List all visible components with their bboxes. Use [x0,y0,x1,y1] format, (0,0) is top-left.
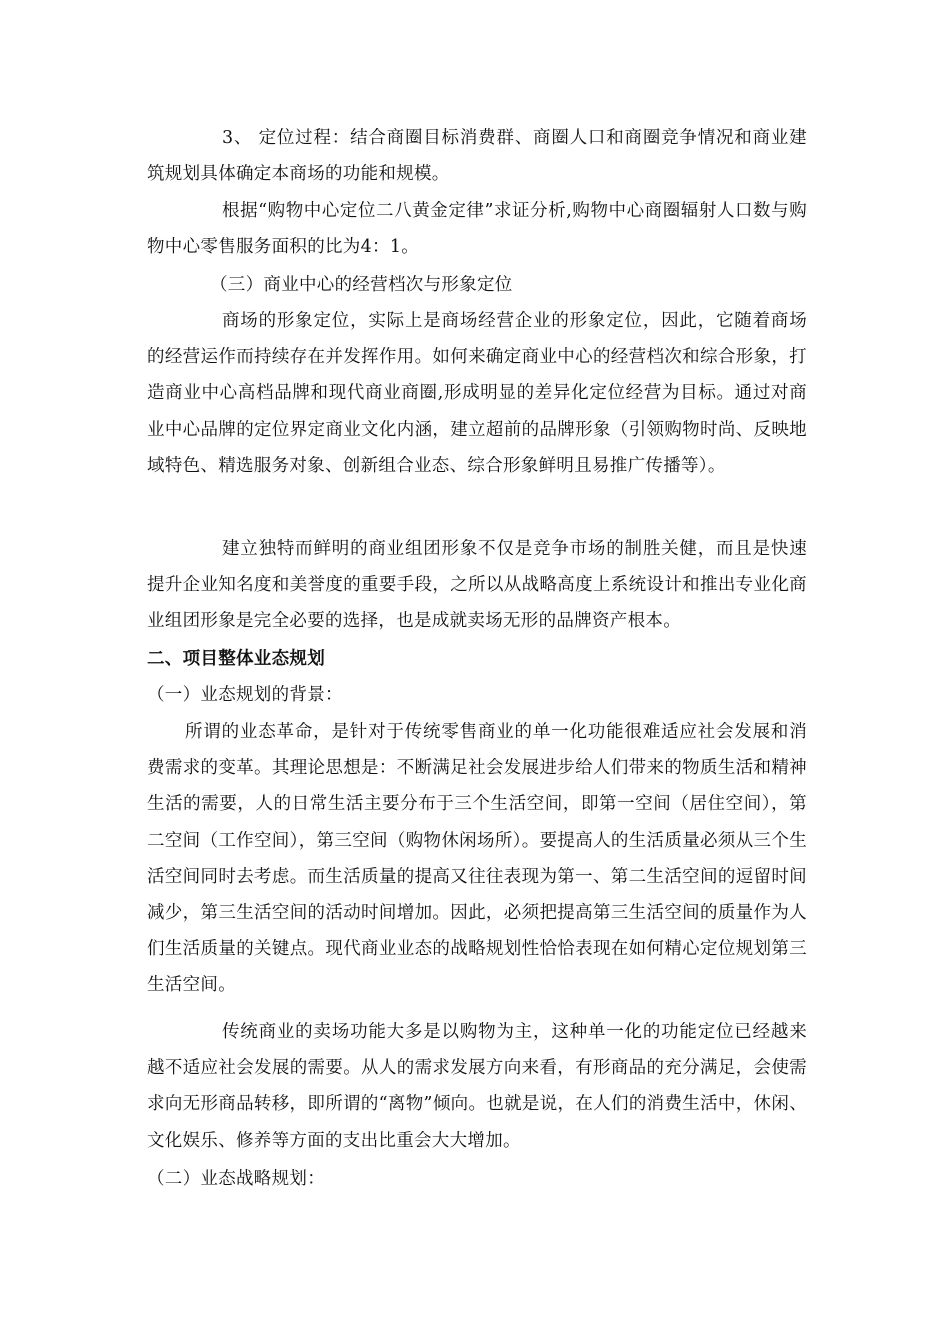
paragraph-business-revolution: 所谓的业态革命，是针对于传统零售商业的单一化功能很难适应社会发展和消费需求的变革。其理论思想是：不断满足社会发展进步给人们带来的物质生活和精神生活的需要，人的日常生活主要分布于三个生活空间，即第一空间（居住空间），第二空间（工作空间），第三空间（购物休闲场所）。要提高人的生活质量必须从三个生活空间同时去考虑。而生活质量的提高又往往表现为第一、第二生活空间的逗留时间减少，第三生活空间的活动时间增加。因此，必须把提高第三生活空间的质量作为人们生活质量的关键点。现代商业业态的战略规划性恰恰表现在如何精心定位规划第三生活空间。 [147,722,807,996]
paragraph-golden-rule: 根据“购物中心定位二八黄金定律”求证分析,购物中心商圈辐射人口数与购物中心零售服务面积的比为4：1。 [147,201,807,258]
paragraph-traditional-commerce: 传统商业的卖场功能大多是以购物为主，这种单一化的功能定位已经越来越不适应社会发展的需要。从人的需求发展方向来看，有形商品的充分满足，会使需求向无形商品转移，即所谓的“离物”倾向。也就是说，在人们的消费生活中，休闲、文化娱乐、修养等方面的支出比重会大大增加。 [147,1022,807,1151]
paragraph-image-positioning: 商场的形象定位，实际上是商场经营企业的形象定位，因此，它随着商场的经营运作而持续存在并发挥作用。如何来确定商业中心的经营档次和综合形象，打造商业中心高档品牌和现代商业商圈,形成明显的差异化定位经营为目标。通过对商业中心品牌的定位界定商业文化内涵，建立超前的品牌形象（引领购物时尚、反映地域特色、精选服务对象、创新组合业态、综合形象鲜明且易推广传播等）。 [147,311,807,476]
chapter-heading-business-planning: 二、项目整体业态规划 [147,649,325,669]
section-heading-image-positioning: （三）商业中心的经营档次与形象定位 [210,275,513,295]
section-heading-strategy: （二）业态战略规划： [147,1169,325,1189]
paragraph-group-image: 建立独特而鲜明的商业组团形象不仅是竞争市场的制胜关健，而且是快速提升企业知名度和美誉度的重要手段，之所以从战略高度上系统设计和推出专业化商业组团形象是完全必要的选择，也是成就卖场无形的品牌资产根本。 [147,539,807,632]
section-heading-background: （一）业态规划的背景： [147,685,343,705]
paragraph-positioning-process: 3、 定位过程：结合商圈目标消费群、商圈人口和商圈竞争情况和商业建筑规划具体确定本商场的功能和规模。 [147,128,807,185]
